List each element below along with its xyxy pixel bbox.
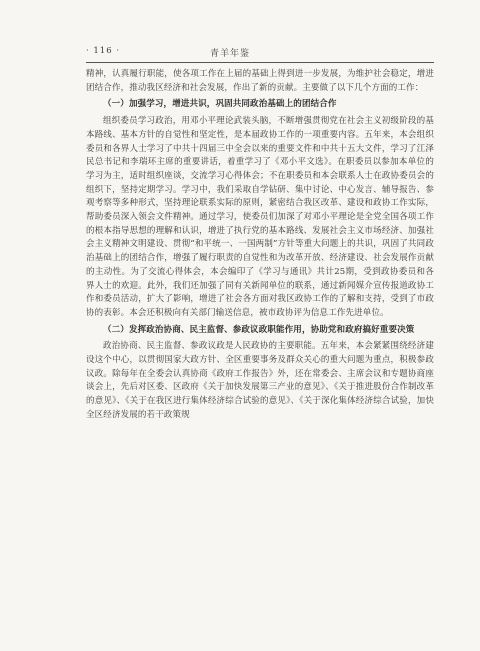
paragraph-consultation: 政治协商、民主监督、参政议政是人民政协的主要职能。五年来，本会紧紧围绕经济建设这个中心，以贯彻国家大政方针、全区重要事务及群众关心的重大问题为重点，积极参政议政。除每年在全委会认真协商《政府工作报告》外，还在常委会、主席会议和专题协商座谈会上，先后对区委、区政府《关于加快发展第三产业的意见》、《关于推进股份合作制改革的意见》、《关于在我区进行集体经济综合试验的意见》、《关于深化集体经济综合试验，加快全区经济发展的若干政策规 (86, 341, 434, 420)
section-heading-study: （一）加强学习，增进共识，巩固共同政治基础上的团结合作 (103, 99, 337, 110)
paragraph-intro-continuation: 精神，认真履行职能，使各项工作在上届的基础上得到进一步发展，为维护社会稳定，增进团结合作，推动我区经济和社会发展，作出了新的贡献。主要做了以下几个方面的工作： (86, 69, 434, 93)
page-header (86, 46, 434, 62)
body-text (86, 68, 434, 423)
page-number: · 116 · (86, 46, 121, 56)
header-rule (86, 62, 434, 63)
running-title: 青羊年鉴 (210, 49, 251, 59)
paragraph-study: 组织委员学习政治，用邓小平理论武装头脑，不断增强贯彻党在社会主义初级阶段的基本路线、基本方针的自觉性和坚定性，是本届政协工作的一项重要内容。五年来，本会组织委员和各界人士学习了中共十四届三中全会以来的重要文件和中共十五大文件，学习了江泽民总书记和李瑞环主席的重要讲话，着重学习了《邓小平文选》。在职委员以参加本单位的学习为主，适时组织座谈，交流学习心得体会；不在职委员和本会联系人士在政协委员会的组织下，坚持定期学习。学习中，我们采取自学钻研、集中讨论、中心发言、辅导报告、参观考察等多种形式，坚持理论联系实际的原则，紧密结合我区改革、建设和政协工作实际，帮助委员深入领会文件精神。通过学习，使委员们加深了对邓小平理论是全党全国各项工作的根本指导思想的理解和认识，增进了执行党的基本路线、发展社会主义市场经济、加强社会主义精神文明建设、贯彻“和平统一、一国两制”方针等重大问题上的共识，巩固了共同政治基础上的团结合作，增强了履行职责的自觉性和为改革开放、经济建设、社会发展作贡献的主动性。为了交流心得体会，本会编印了《学习与通讯》共计25期，受到政协委员和各界人士的欢迎。此外，我们还加强了同有关新闻单位的联系，通过新闻媒介宣传报道政协工作和委员活动，扩大了影响，增进了社会各方面对我区政协工作的了解和支持，受到了市政协的表彰。本会还积极向有关部门输送信息，被市政协评为信息工作先进单位。 (86, 116, 434, 318)
section-heading-consultation: （二）发挥政治协商、民主监督、参政议政职能作用，协助党和政府搞好重要决策 (103, 324, 415, 335)
